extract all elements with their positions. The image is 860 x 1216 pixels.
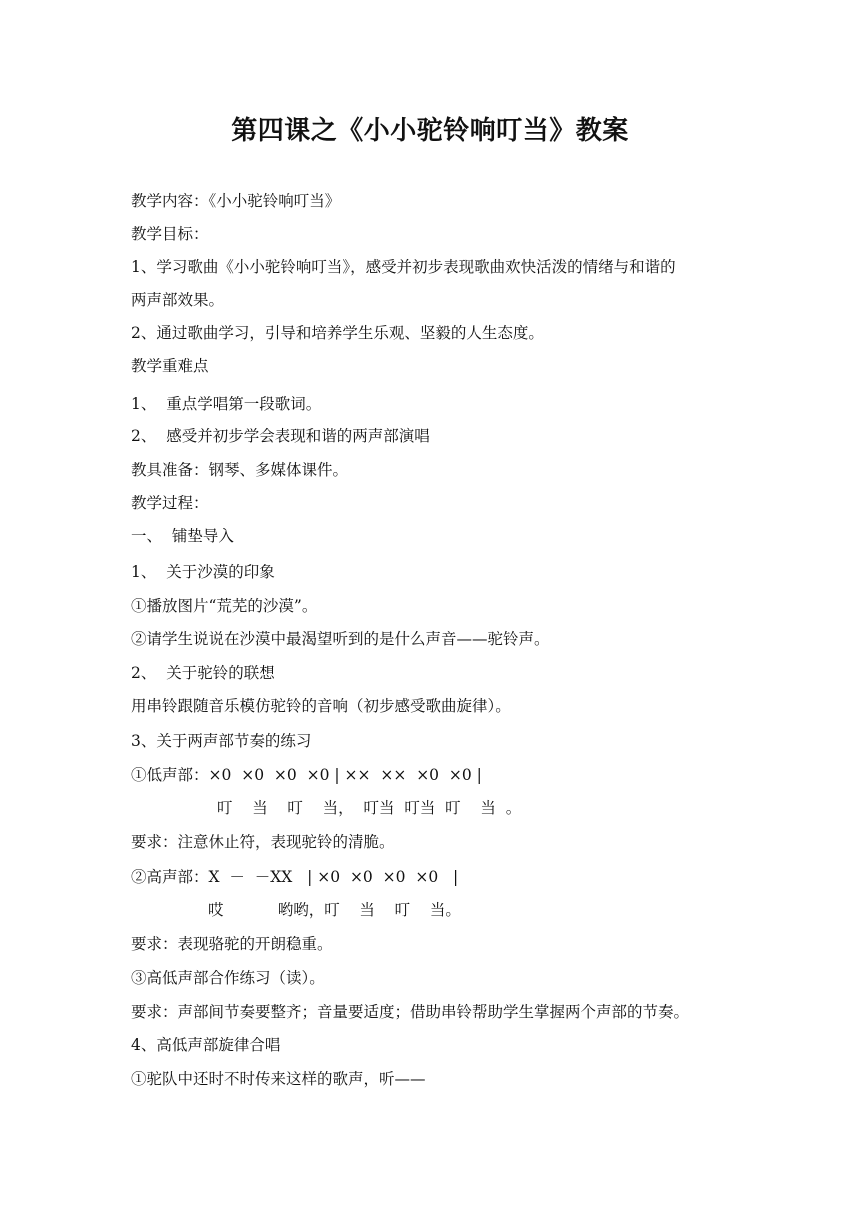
text-line: 2、通过歌曲学习，引导和培养学生乐观、坚毅的人生态度。 bbox=[131, 324, 544, 342]
text-line: 用串铃跟随音乐模仿驼铃的音响（初步感受歌曲旋律）。 bbox=[131, 697, 511, 715]
text-line: 要求：表现骆驼的开朗稳重。 bbox=[131, 935, 333, 953]
text-line: 1、学习歌曲《小小驼铃响叮当》，感受并初步表现歌曲欢快活泼的情绪与和谐的 bbox=[131, 258, 676, 276]
text-line: 3、关于两声部节奏的练习 bbox=[131, 732, 312, 750]
text-line: 1、 关于沙漠的印象 bbox=[131, 563, 275, 581]
text-line: 一、 铺垫导入 bbox=[131, 527, 234, 545]
text-line: 两声部效果。 bbox=[131, 291, 225, 309]
text-line: ②请学生说说在沙漠中最渴望听到的是什么声音——驼铃声。 bbox=[131, 630, 550, 648]
text-line: 教学过程： bbox=[131, 494, 209, 512]
text-line: 教学内容：《小小驼铃响叮当》 bbox=[131, 192, 341, 210]
text-line: 要求：注意休止符，表现驼铃的清脆。 bbox=[131, 833, 395, 851]
text-line: ③高低声部合作练习（读）。 bbox=[131, 969, 325, 987]
text-line: ①播放图片“荒芜的沙漠”。 bbox=[131, 597, 318, 615]
text-line: 2、 感受并初步学会表现和谐的两声部演唱 bbox=[131, 427, 430, 445]
text-line: 1、 重点学唱第一段歌词。 bbox=[131, 395, 322, 413]
text-line: 教学目标： bbox=[131, 225, 209, 243]
lyrics-high-voice: 哎 哟哟，叮 当 叮 当。 bbox=[208, 901, 461, 919]
text-line: ①驼队中还时不时传来这样的歌声，听—— bbox=[131, 1070, 426, 1088]
rhythm-low-voice: ①低声部：×0 ×0 ×0 ×0 | ×× ×× ×0 ×0 | bbox=[131, 766, 482, 784]
document-title: 第四课之《小小驼铃响叮当》教案 bbox=[231, 116, 629, 146]
text-line: 教具准备：钢琴、多媒体课件。 bbox=[131, 461, 349, 479]
rhythm-high-voice: ②高声部：X － －XX | ×0 ×0 ×0 ×0 | bbox=[131, 868, 459, 886]
text-line: 4、高低声部旋律合唱 bbox=[131, 1036, 281, 1054]
text-line: 2、 关于驼铃的联想 bbox=[131, 664, 275, 682]
text-line: 教学重难点 bbox=[131, 357, 209, 375]
text-line: 要求：声部间节奏要整齐；音量要适度；借助串铃帮助学生掌握两个声部的节奏。 bbox=[131, 1003, 690, 1021]
lyrics-low-voice: 叮 当 叮 当， 叮当 叮当 叮 当 。 bbox=[217, 799, 522, 817]
